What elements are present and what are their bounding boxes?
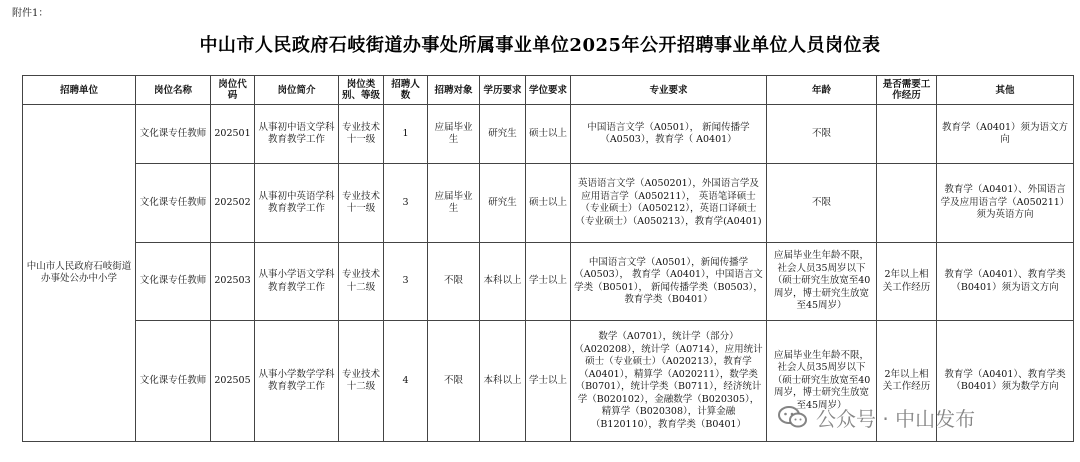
cell-description: 从事小学语文学科教育教学工作: [255, 243, 339, 321]
cell-experience: [877, 105, 937, 164]
cell-target: 不限: [428, 243, 480, 321]
cell-age: 不限: [767, 164, 877, 243]
page-title: 中山市人民政府石岐街道办事处所属事业单位2025年公开招聘事业单位人员岗位表: [199, 35, 881, 56]
cell-education: 本科以上: [480, 243, 526, 321]
cell-experience: [877, 164, 937, 243]
cell-degree: 学士以上: [526, 243, 571, 321]
wechat-icon: [778, 405, 808, 429]
header-experience: 是否需要工作经历: [877, 76, 937, 105]
cell-experience: 2年以上相关工作经历: [877, 243, 937, 321]
cell-other: 教育学（A0401）、教育学类（B0401）须为语文方向: [937, 243, 1074, 321]
table-row: [23, 243, 1074, 321]
unit-name-cell: 中山市人民政府石岐街道办事处公办中小学: [23, 105, 136, 442]
header-major: 专业要求: [571, 76, 767, 105]
cell-description: 从事初中英语学科教育教学工作: [255, 164, 339, 243]
cell-degree: 硕士以上: [526, 105, 571, 164]
header-position-name: 岗位名称: [136, 76, 211, 105]
header-target: 招聘对象: [428, 76, 480, 105]
header-count: 招聘人数: [384, 76, 428, 105]
cell-position-name: 文化课专任教师: [136, 321, 211, 442]
annex-label: 附件1：: [12, 8, 49, 19]
cell-category: 专业技术十二级: [339, 321, 384, 442]
cell-other: 教育学（A0401）、教育学类（B0401）须为数学方向: [937, 321, 1074, 442]
header-unit: 招聘单位: [23, 76, 136, 105]
cell-position-name: 文化课专任教师: [136, 105, 211, 164]
header-education: 学历要求: [480, 76, 526, 105]
cell-education: 研究生: [480, 105, 526, 164]
cell-education: 研究生: [480, 164, 526, 243]
cell-major: 中国语言文学（A0501）， 新闻传播学（A0503），教育学（ A0401）: [571, 105, 767, 164]
cell-category: 专业技术十二级: [339, 243, 384, 321]
cell-count: 1: [384, 105, 428, 164]
table-row: [23, 105, 1074, 164]
cell-position-code: 202503: [211, 243, 255, 321]
cell-position-code: 202501: [211, 105, 255, 164]
header-other: 其他: [937, 76, 1074, 105]
cell-position-code: 202505: [211, 321, 255, 442]
cell-position-name: 文化课专任教师: [136, 164, 211, 243]
cell-age: 应届毕业生年龄不限，社会人员35周岁以下（硕士研究生放宽至40周岁，博士研究生放宽至45周岁）: [767, 243, 877, 321]
cell-experience: 2年以上相关工作经历: [877, 321, 937, 442]
cell-major: 中国语言文学（A0501），新闻传播学（A0503）， 教育学（A0401），中国语言文学类（B0501）， 新闻传播学类（B0503），教育学类（B0401）: [571, 243, 767, 321]
cell-position-name: 文化课专任教师: [136, 243, 211, 321]
cell-age: 应届毕业生年龄不限，社会人员35周岁以下（硕士研究生放宽至40周岁，博士研究生放宽至45周岁）: [767, 321, 877, 442]
cell-target: 应届毕业生: [428, 105, 480, 164]
cell-count: 3: [384, 243, 428, 321]
cell-other: 教育学（A0401）须为语文方向: [937, 105, 1074, 164]
cell-position-code: 202502: [211, 164, 255, 243]
cell-description: 从事小学数学学科教育教学工作: [255, 321, 339, 442]
cell-target: 应届毕业生: [428, 164, 480, 243]
cell-major: 英语语言文学（A050201），外国语言学及应用语言学（A050211）， 英语笔译硕士（专业硕士）（A050212），英语口译硕士（专业硕士）（A050213），教育学(A0401): [571, 164, 767, 243]
cell-degree: 学士以上: [526, 321, 571, 442]
positions-table: [22, 75, 1074, 442]
cell-category: 专业技术十一级: [339, 164, 384, 243]
watermark: [778, 400, 975, 434]
header-degree: 学位要求: [526, 76, 571, 105]
watermark-text: 公众号 · 中山发布: [816, 406, 976, 431]
cell-description: 从事初中语文学科教育教学工作: [255, 105, 339, 164]
header-category: 岗位类别、等级: [339, 76, 384, 105]
header-age: 年龄: [767, 76, 877, 105]
header-position-code: 岗位代码: [211, 76, 255, 105]
cell-age: 不限: [767, 105, 877, 164]
cell-count: 3: [384, 164, 428, 243]
cell-degree: 硕士以上: [526, 164, 571, 243]
table-row: [23, 164, 1074, 243]
header-description: 岗位简介: [255, 76, 339, 105]
cell-category: 专业技术十一级: [339, 105, 384, 164]
cell-other: 教育学（A0401）、外国语言学及应用语言学（A050211）须为英语方向: [937, 164, 1074, 243]
cell-education: 本科以上: [480, 321, 526, 442]
cell-target: 不限: [428, 321, 480, 442]
cell-major: 数学（A0701），统计学（部分）（A020208），统计学（A0714），应用统计硕士（专业硕士）（A020213），教育学（A0401），精算学（A020211），数学类（B0701），统计学类（B0711），经济统计学（B020102），金融数学（B020305），精算学（B020308），计算金融（B120110），教育学类（B0401）: [571, 321, 767, 442]
cell-count: 4: [384, 321, 428, 442]
table-header-row: [23, 76, 1074, 105]
